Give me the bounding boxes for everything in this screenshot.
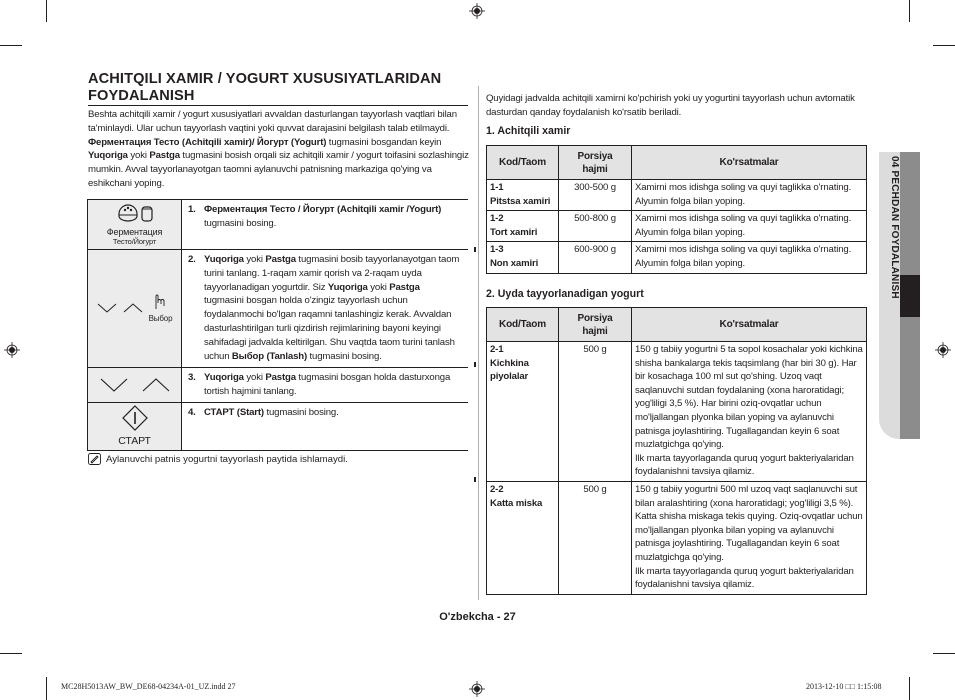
step-row <box>88 402 469 450</box>
column-divider <box>478 86 479 600</box>
note: Aylanuvchi patnis yogurtni tayyorlash paytida ishlamaydi. <box>88 453 348 465</box>
chapter-tab-label: 04 PECHDAN FOYDALANISH <box>889 156 900 299</box>
step-icon-cell <box>88 250 182 368</box>
select-hand-icon <box>154 294 166 310</box>
page-number: O'zbekcha - 27 <box>439 611 516 623</box>
right-intro: Quyidagi jadvalda achitqili xamirni ko'pchirish yoki uy yogurtini tayyorlash uchun avtomatik dasturdan qanday foydalanish ko'rsatib beriladi. <box>486 93 855 118</box>
chapter-marker <box>900 275 920 317</box>
chevron-down-icon <box>100 377 128 393</box>
crop-mark <box>0 45 22 46</box>
step-icon-cell <box>88 200 182 250</box>
icon-label: Выбор <box>148 314 173 324</box>
chevron-down-icon <box>97 302 117 314</box>
step-text: 3. Yuqoriga yoki Pastga tugmasini bosgan holda dasturxonga tortish hajmini tanlang. <box>182 368 469 403</box>
registration-mark-icon <box>469 681 485 697</box>
registration-mark-icon <box>4 342 20 358</box>
icon-label: Ферментация <box>106 227 163 238</box>
dough-table <box>486 145 867 274</box>
table-row: 1-3 Non xamiri 600-900 g Xamirni mos idishga soling va quyi taglikka o'rnating. Alyumin folga bilan yoping. <box>487 242 867 273</box>
table-header: Kod/Taom Porsiya hajmi Ko'rsatmalar <box>487 146 867 180</box>
tick-mark <box>474 247 476 252</box>
registration-mark-icon <box>469 3 485 19</box>
yogurt-table <box>486 307 867 595</box>
crop-mark <box>933 45 955 46</box>
step-text: 1. Ферментация Тесто / Йогурт (Achitqili xamir /Yogurt) tugmasini bosing. <box>182 200 469 250</box>
slug-filename: MC28H5013AW_BW_DE68-04234A-01_UZ.indd 27 <box>61 682 236 691</box>
table-row: 2-2 Katta miska 500 g 150 g tabiiy yogurtni 500 ml uzoq vaqt saqlanuvchi sut bilan aralashtiring (xona haroratidagi; yog'liligi 3,5 %). Katta shisha miskaga tekis quying. Oziq-ovqatlar uchun mo'ljallangan plyonka bilan yoping va aylanuvchi patnisga joylashtiring. Tugallagandan keyin 6 soat muzlatgichga qo'ying. Ilk marta tayyorlaganda quruq yogurt bakteriyalaridan foydalanishni tavsiya qilamiz. <box>487 481 867 594</box>
icon-label: Тесто/Йогурт <box>112 237 157 247</box>
step-icon-cell <box>88 402 182 450</box>
registration-mark-icon <box>935 342 951 358</box>
chevron-up-icon <box>142 377 170 393</box>
step-row <box>88 200 469 250</box>
step-row <box>88 250 469 368</box>
dough-section-title: 1. Achitqili xamir <box>486 125 571 137</box>
icon-label: СТАРТ <box>118 435 151 448</box>
intro-paragraph: Beshta achitqili xamir / yogurt xususiyatlari avvaldan dasturlangan tayyorlash vaqtlari bilan ta'minlaydi. Ular uchun tayyorlash vaqtini yoki quvvat darajasini belgilash talab etilmaydi. Ферментация Тесто (Achitqili xamir)/ Йогурт (Yogurt) tugmasini bosgandan keyin Yuqoriga yoki Pastga tugmasini bosish orqali siz achitqili xamir / yogurt toifasini sozlashingiz mumkin. Avval tayyorlanayotgan taomni aylanuvchi patnisning markaziga qo'ying va eshikchani yoping. <box>88 109 469 189</box>
tick-mark <box>474 362 476 367</box>
crop-mark <box>933 653 955 654</box>
tick-mark <box>474 477 476 482</box>
step-row <box>88 368 469 403</box>
crop-mark <box>909 677 910 700</box>
crop-mark <box>0 653 22 654</box>
chevron-up-icon <box>123 302 143 314</box>
dough-yogurt-icon <box>115 203 155 223</box>
steps-table <box>87 199 468 451</box>
slug-timestamp: 2013-12-10 □□ 1:15:08 <box>806 682 882 691</box>
table-row: 1-1 Pitstsa xamiri 300-500 g Xamirni mos idishga soling va quyi taglikka o'rnating. Alyumin folga bilan yoping. <box>487 180 867 211</box>
section-title: ACHITQILI XAMIR / YOGURT XUSUSIYATLARIDAN FOYDALANISH <box>88 71 442 104</box>
crop-mark <box>46 0 47 22</box>
yogurt-section-title: 2. Uyda tayyorlanadigan yogurt <box>486 288 644 300</box>
step-text: 2. Yuqoriga yoki Pastga tugmasini bosib tayyorlanayotgan taom turini tanlang. 1-raqam xamir qorish va 2-raqam uyda tayyorlanadigan yogurtdir. Siz Yuqoriga yoki Pastga tugmasini bosgan holda o'zingiz tayyorlash uchun foydalanmochi bo'lgan raqamni tanlashingiz kerak. Avvaldan dasturlashtirilgan turli qizdirish rejimlarining bayoni keyingi sahifadagi jadvalda keltirilgan. Shu vaqtda taom turini tanlash uchun Выбор (Tanlash) tugmasini bosing. <box>182 250 469 368</box>
start-icon <box>122 405 148 431</box>
table-row: 2-1 Kichkina piyolalar 500 g 150 g tabiiy yogurtni 5 ta sopol kosachalar yoki kichkina shisha bankalarga tekis taqsimlang (har biri 30 g). Har bir kosachaga 100 ml sut qo'shing. Uzoq vaqt saqlanuvchi sutdan foydalaning (xona haroratidagi; yog'liligi 3,5 %). Har birini oziq-ovqatlar uchun mo'ljallangan plyonka bilan yoping va aylanuvchi patnisga joylashtiring. Tugallagandan keyin 6 soat muzlatgichga qo'ying. Ilk marta tayyorlaganda quruq yogurt bakteriyalaridan foydalanishni tavsiya qilamiz. <box>487 342 867 482</box>
note-pencil-icon <box>88 453 101 465</box>
crop-mark <box>46 677 47 700</box>
step-text: 4. СТАРТ (Start) tugmasini bosing. <box>182 402 469 450</box>
crop-mark <box>909 0 910 22</box>
title-divider <box>88 105 468 106</box>
table-header: Kod/Taom Porsiya hajmi Ko'rsatmalar <box>487 308 867 342</box>
table-row: 1-2 Tort xamiri 500-800 g Xamirni mos idishga soling va quyi taglikka o'rnating. Alyumin folga bilan yoping. <box>487 211 867 242</box>
step-icon-cell <box>88 368 182 403</box>
